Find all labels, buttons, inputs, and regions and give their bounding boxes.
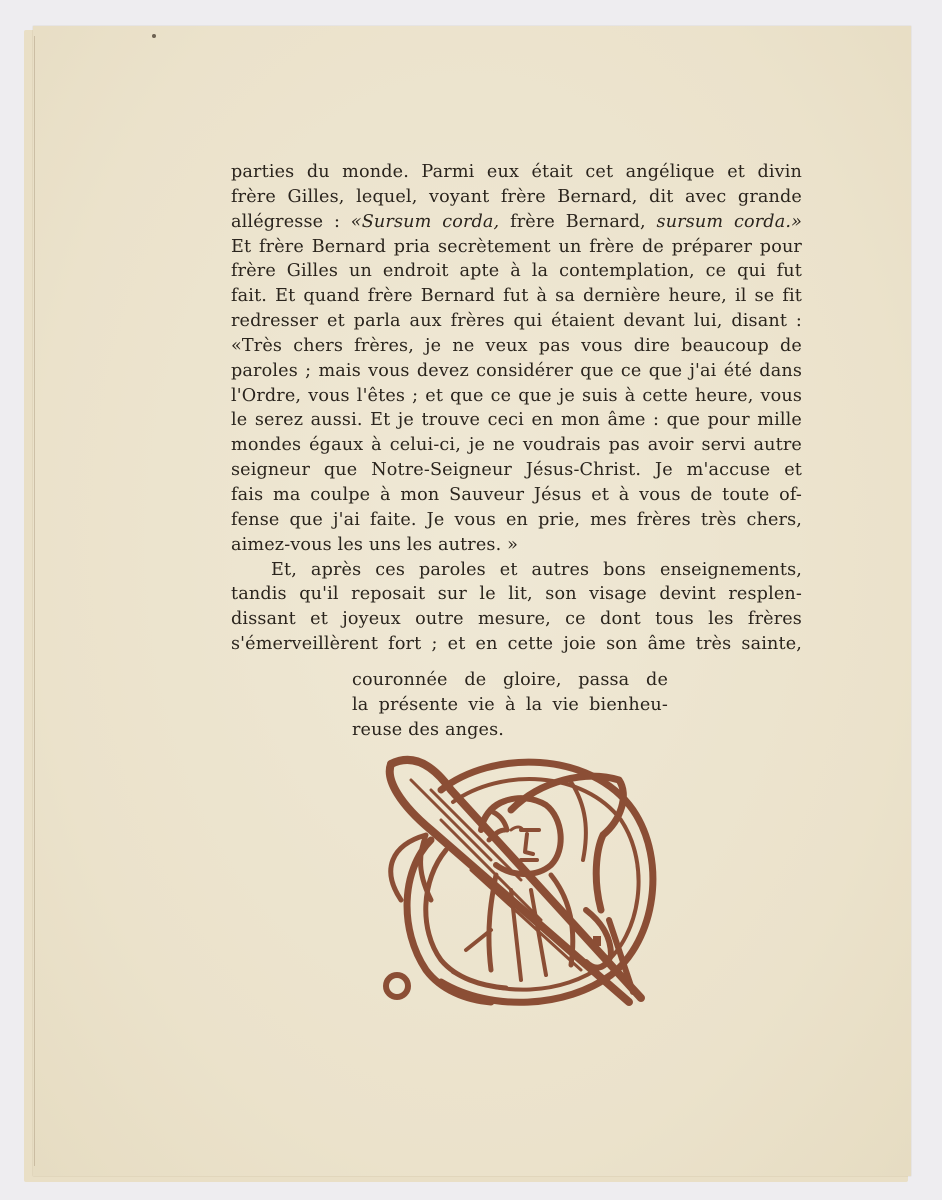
text-line: reuse des anges. (352, 719, 504, 740)
latin-quote: sursum corda.» (656, 211, 802, 232)
text-fragment: allégresse : (231, 211, 351, 232)
text-line: parties du monde. Parmi eux était cet angélique et divin (231, 162, 802, 182)
text-line: l'Ordre, vous l'êtes ; et que ce que je suis à cette heure, vous (231, 385, 802, 406)
tapered-closing-text (352, 668, 668, 743)
text-line: fait. Et quand frère Bernard fut à sa dernière heure, il se fit (231, 286, 802, 307)
text-line: s'émerveillèrent fort ; et en cette joie son âme très sainte, (231, 634, 802, 655)
paragraph-start-line: Et, après ces paroles et autres bons enseignements, (271, 559, 802, 580)
text-line: frère Gilles, lequel, voyant frère Bernard, dit avec grande (231, 186, 802, 207)
text-line: le serez aussi. Et je trouve ceci en mon âme : que pour mille (231, 410, 802, 431)
book-page (33, 26, 911, 1176)
text-line: aimez-vous les uns les autres. » (231, 534, 519, 555)
page-edge-line (34, 36, 35, 1166)
text-line: couronnée de gloire, passa de (352, 670, 668, 690)
text-fragment: frère Bernard, (499, 211, 657, 232)
text-line: tandis qu'il reposait sur le lit, son visage devint resplen- (231, 584, 802, 605)
text-line: frère Gilles un endroit apte à la contemplation, ce qui fut (231, 261, 802, 282)
angel-with-palm-vignette-icon (371, 750, 667, 1010)
text-line: la présente vie à la vie bienheu- (352, 694, 668, 715)
body-text (231, 160, 802, 657)
text-line: seigneur que Notre-Seigneur Jésus-Christ. Je m'accuse et (231, 460, 802, 481)
latin-quote: «Sursum corda, (350, 211, 500, 232)
text-line: redresser et parla aux frères qui étaient devant lui, disant : (231, 311, 802, 332)
text-line-with-italics (231, 210, 802, 235)
text-line: mondes égaux à celui-ci, je ne voudrais pas avoir servi autre (231, 435, 802, 456)
text-line: «Très chers frères, je ne veux pas vous dire beaucoup de (231, 335, 802, 356)
paper-speck (152, 34, 156, 38)
text-line: dissant et joyeux outre mesure, ce dont tous les frères (231, 609, 802, 630)
text-line: paroles ; mais vous devez considérer que ce que j'ai été dans (231, 360, 802, 381)
text-line: Et frère Bernard pria secrètement un frère de préparer pour (231, 236, 802, 257)
text-line: fense que j'ai faite. Je vous en prie, mes frères très chers, (231, 509, 802, 530)
text-line: fais ma coulpe à mon Sauveur Jésus et à vous de toute of- (231, 484, 802, 505)
